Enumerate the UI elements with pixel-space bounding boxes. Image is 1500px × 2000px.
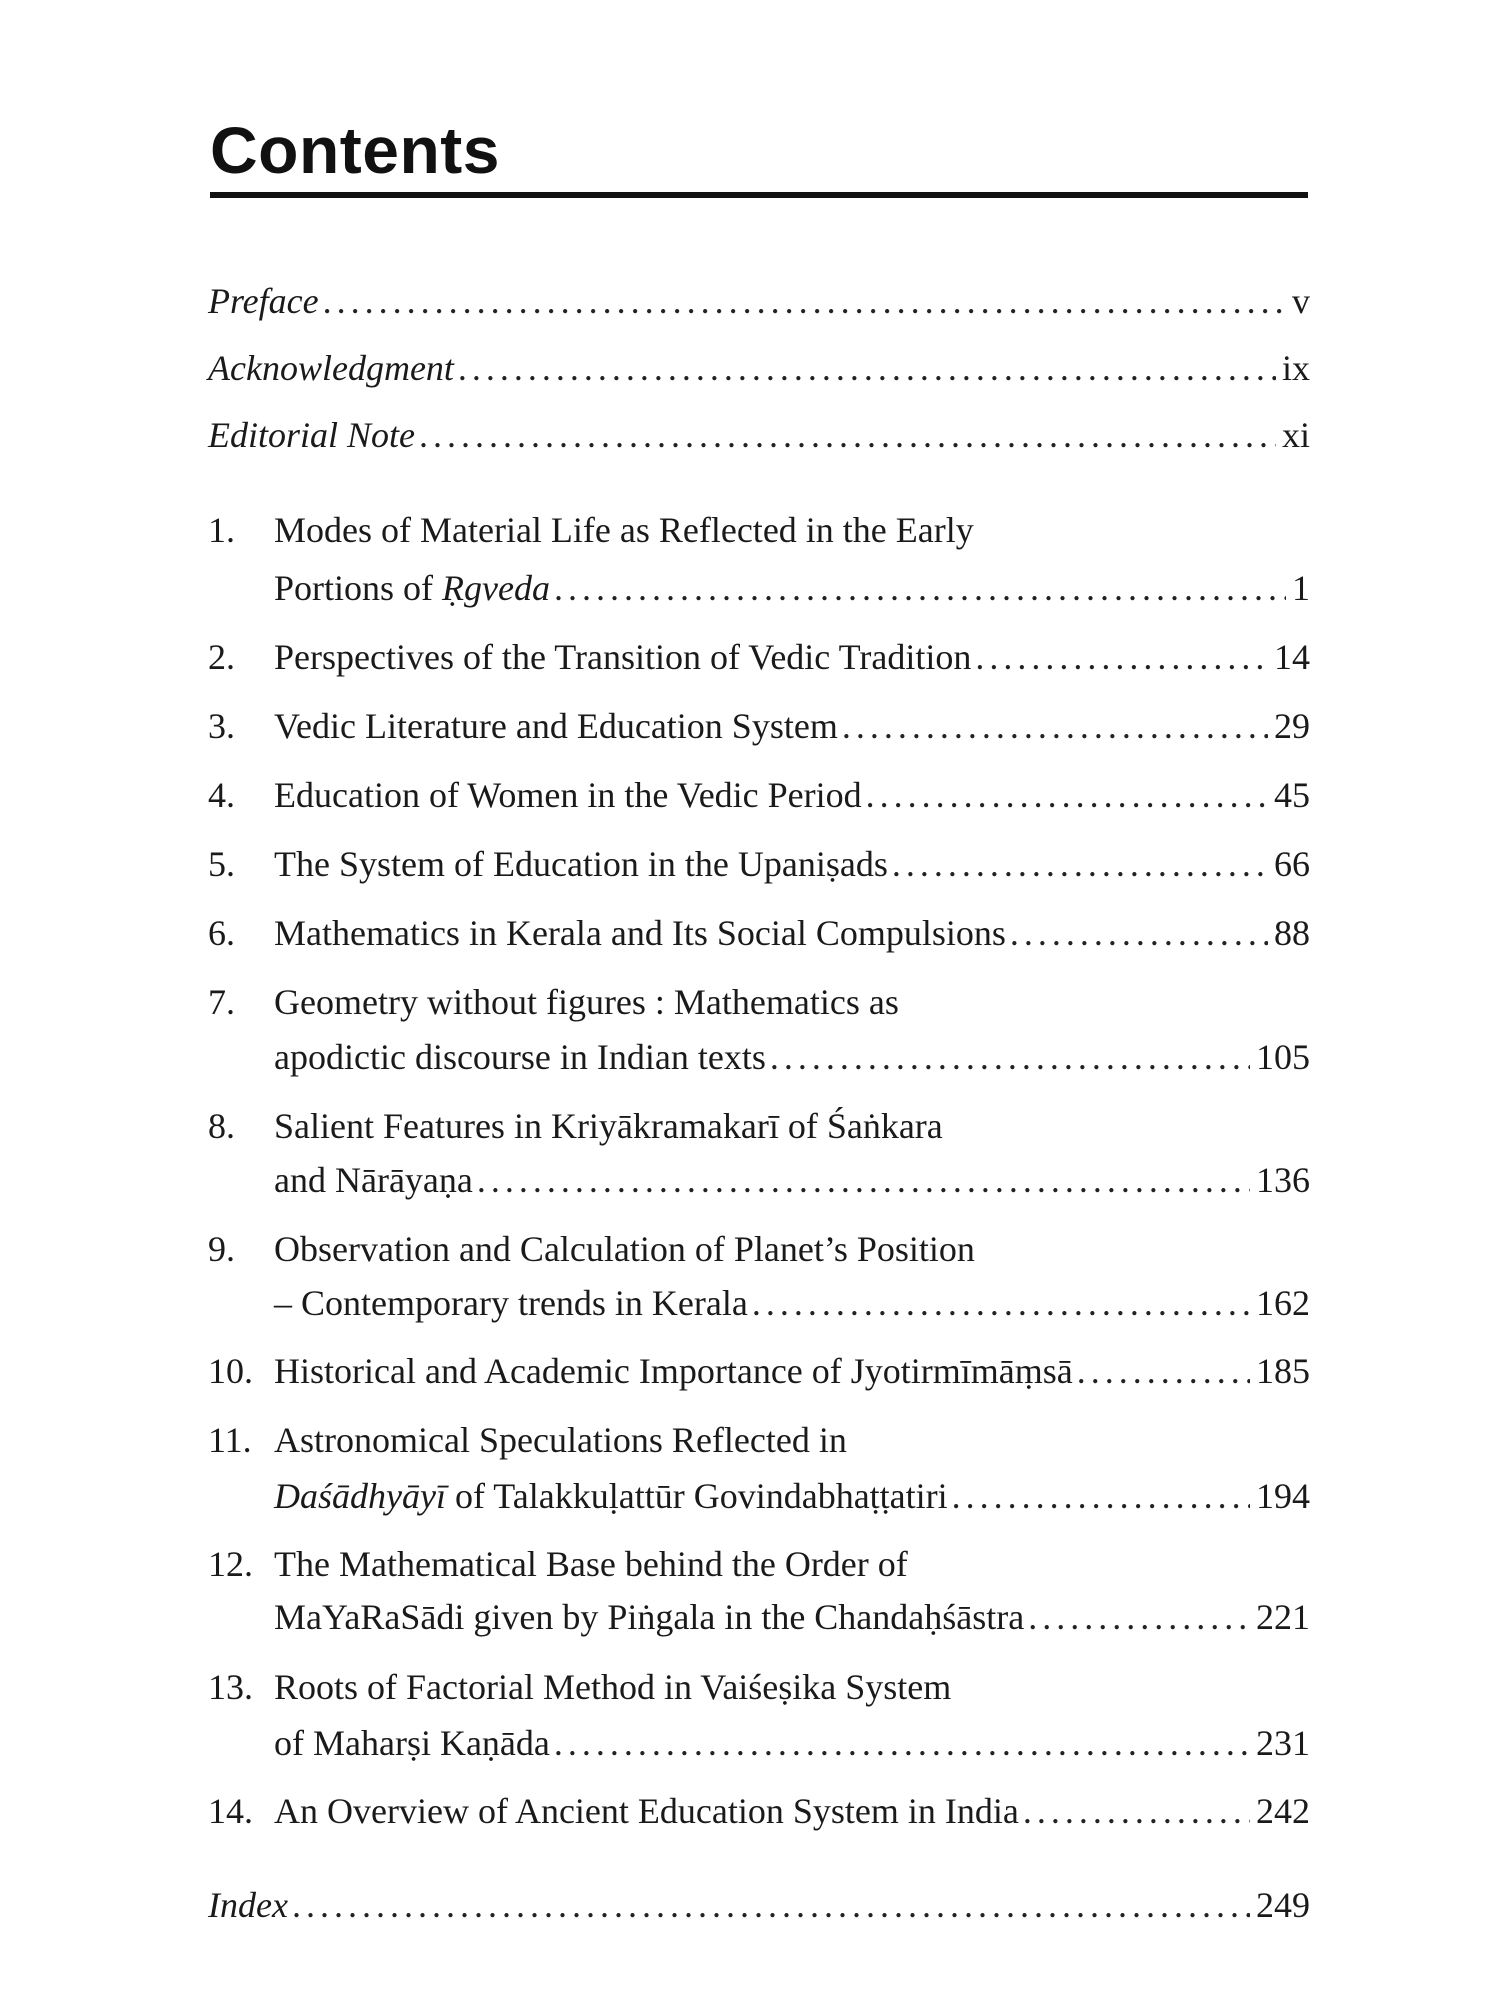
entry-title: Acknowledgment — [208, 348, 454, 388]
chapter-number: 6. — [208, 913, 235, 953]
entry-title: An Overview of Ancient Education System in India — [274, 1791, 1019, 1831]
entry-title: The System of Education in the Upaniṣads — [274, 844, 888, 884]
entry-page-number: 1 — [1292, 568, 1310, 608]
entry-title-line2 — [274, 1472, 948, 1520]
leader-dots — [477, 1156, 1250, 1204]
chapter-number: 3. — [208, 706, 235, 746]
entry-title: Editorial Note — [208, 415, 415, 455]
leader-dots — [752, 1279, 1250, 1327]
entry-page-number: v — [1292, 281, 1310, 321]
entry-title-line1: Roots of Factorial Method in Vaiśeṣika System — [274, 1667, 952, 1707]
entry-title-line1: Salient Features in Kriyākramakarī of Śaṅkara — [274, 1106, 943, 1146]
entry-title: Mathematics in Kerala and Its Social Compulsions — [274, 913, 1006, 953]
entry-page-number: 162 — [1256, 1283, 1310, 1323]
entry-page-number: 242 — [1256, 1791, 1310, 1831]
chapter-number: 11. — [208, 1420, 252, 1460]
entry-page-number: 66 — [1274, 844, 1310, 884]
leader-dots — [292, 1881, 1250, 1929]
leader-dots — [1010, 909, 1268, 957]
entry-title: Vedic Literature and Education System — [274, 706, 838, 746]
leader-dots — [323, 277, 1286, 325]
leader-dots — [770, 1033, 1250, 1081]
entry-page-number: ix — [1281, 348, 1310, 388]
entry-page-number: 221 — [1256, 1597, 1310, 1637]
leader-dots — [1023, 1787, 1250, 1835]
entry-title: Education of Women in the Vedic Period — [274, 775, 862, 815]
chapter-number: 2. — [208, 637, 235, 677]
entry-title-line1: Geometry without figures : Mathematics as — [274, 982, 899, 1022]
entry-title-line2: and Nārāyaṇa — [274, 1160, 473, 1200]
entry-title: Perspectives of the Transition of Vedic Tradition — [274, 637, 972, 677]
chapter-number: 8. — [208, 1106, 235, 1146]
entry-page-number: xi — [1281, 415, 1310, 455]
chapter-number: 12. — [208, 1544, 253, 1584]
chapter-number: 9. — [208, 1229, 235, 1269]
chapter-number: 4. — [208, 775, 235, 815]
entry-title-line2: apodictic discourse in Indian texts — [274, 1037, 766, 1077]
leader-dots — [458, 344, 1276, 392]
entry-title-line1: Modes of Material Life as Reflected in the Early — [274, 510, 974, 550]
chapter-number: 1. — [208, 510, 235, 550]
entry-title-italic: Ṛgveda — [442, 568, 550, 608]
entry-page-number: 231 — [1256, 1723, 1310, 1763]
entry-title-line1: Astronomical Speculations Reflected in — [274, 1420, 847, 1460]
entry-title-line1: Observation and Calculation of Planet’s Position — [274, 1229, 975, 1269]
entry-title-italic: Daśādhyāyī — [274, 1476, 446, 1516]
chapter-number: 14. — [208, 1791, 253, 1831]
chapter-number: 10. — [208, 1351, 253, 1391]
leader-dots — [975, 633, 1268, 681]
entry-page-number: 105 — [1256, 1037, 1310, 1077]
entry-title: Preface — [208, 281, 319, 321]
entry-page-number: 185 — [1256, 1351, 1310, 1391]
entry-title-line2-suffix: of Talakkuḷattūr Govindabhaṭṭatiri — [445, 1476, 948, 1516]
leader-dots — [952, 1472, 1250, 1520]
entry-title-line2: MaYaRaSādi given by Piṅgala in the Chandaḥśāstra — [274, 1597, 1025, 1637]
entry-page-number: 136 — [1256, 1160, 1310, 1200]
entry-title-line2: of Maharṣi Kaṇāda — [274, 1723, 550, 1763]
entry-page-number: 249 — [1256, 1885, 1310, 1925]
entry-title: Historical and Academic Importance of Jyotirmīmāṃsā — [274, 1351, 1073, 1391]
entry-title: Index — [208, 1885, 288, 1925]
leader-dots — [1077, 1347, 1250, 1395]
leader-dots — [866, 771, 1268, 819]
entry-title-line2 — [274, 564, 550, 612]
entry-title-line2-prefix: Portions of — [274, 568, 443, 608]
chapter-number: 7. — [208, 982, 235, 1022]
entry-page-number: 45 — [1274, 775, 1310, 815]
entry-page-number: 29 — [1274, 706, 1310, 746]
entry-page-number: 14 — [1274, 637, 1310, 677]
leader-dots — [419, 411, 1276, 459]
entry-title-line2: – Contemporary trends in Kerala — [274, 1283, 748, 1323]
page-title: Contents — [210, 113, 500, 187]
entry-page-number: 88 — [1274, 913, 1310, 953]
chapter-number: 13. — [208, 1667, 253, 1707]
leader-dots — [842, 702, 1268, 750]
leader-dots — [554, 564, 1286, 612]
leader-dots — [554, 1719, 1250, 1767]
leader-dots — [1028, 1593, 1250, 1641]
leader-dots — [892, 840, 1268, 888]
entry-page-number: 194 — [1256, 1476, 1310, 1516]
chapter-number: 5. — [208, 844, 235, 884]
entry-title-line1: The Mathematical Base behind the Order of — [274, 1544, 908, 1584]
